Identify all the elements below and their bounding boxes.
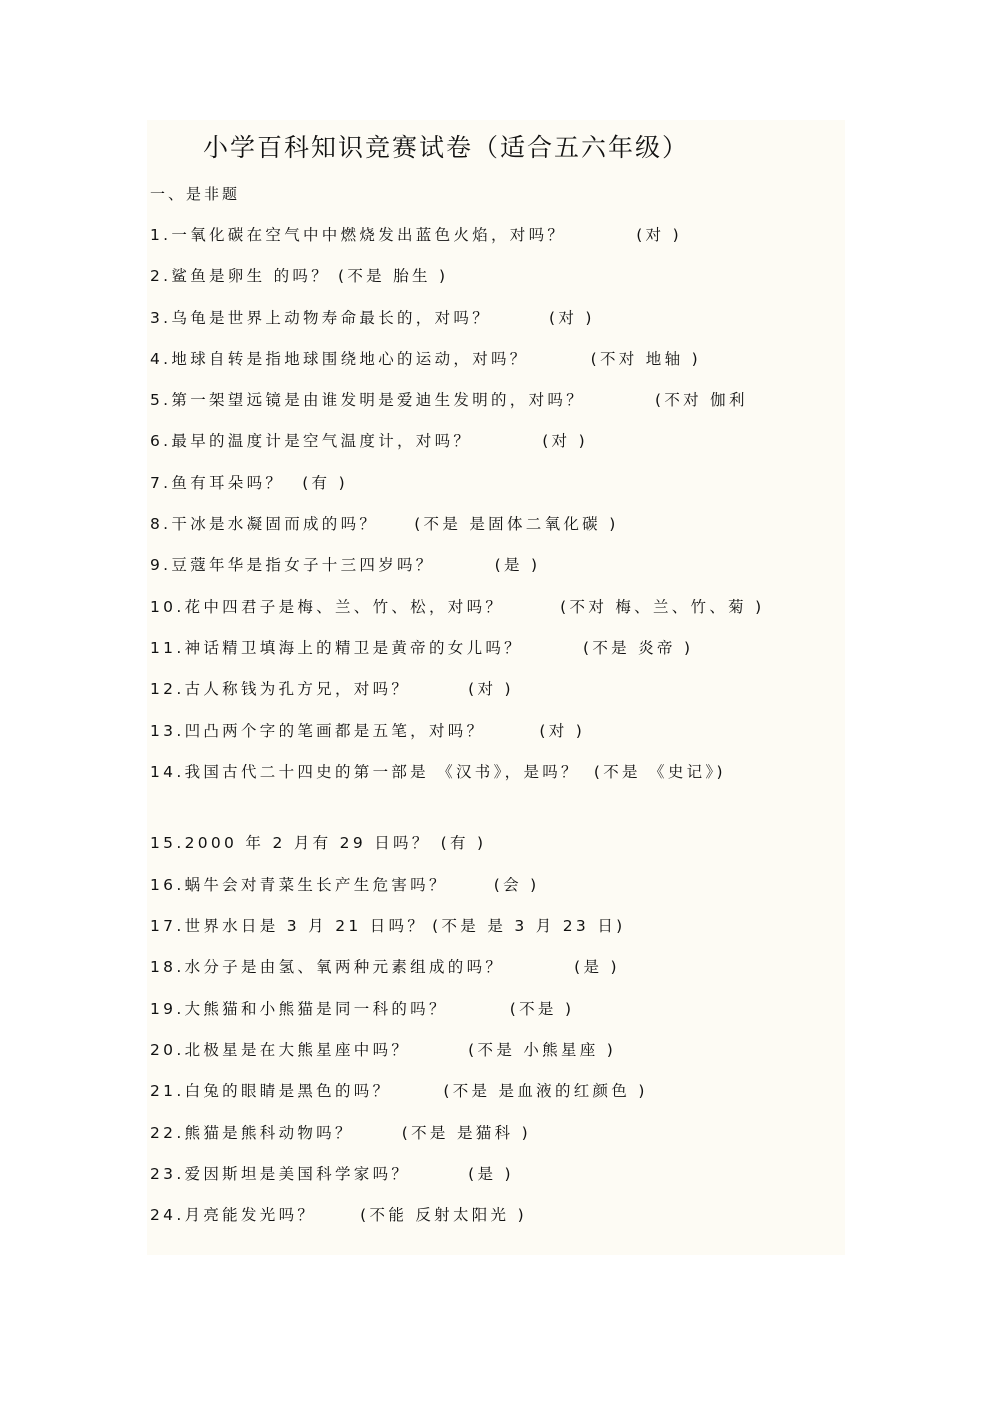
question-text: 爱因斯坦是美国科学家吗？	[184, 1164, 411, 1183]
question-text: 干冰是水凝固而成的吗？	[171, 515, 379, 534]
answer-text: (不是 是血液的红颜色 )	[443, 1082, 648, 1101]
answer-text: (不对 梅、兰、竹、菊 )	[560, 597, 765, 616]
answer-text: (是 )	[468, 1164, 514, 1183]
answer-text: (是 )	[574, 958, 620, 977]
question-item	[150, 472, 850, 513]
question-item	[150, 307, 850, 348]
question-text: 古人称钱为孔方兄，对吗？	[184, 680, 411, 699]
answer-text: (不是 胎生 )	[338, 267, 449, 286]
question-item	[150, 1122, 850, 1163]
question-item	[150, 348, 850, 389]
question-item	[150, 1204, 850, 1245]
question-item	[150, 750, 830, 833]
question-number: 4.	[150, 349, 172, 368]
question-text: 大熊猫和小熊猫是同一科的吗？	[184, 999, 448, 1018]
question-number: 9.	[150, 556, 172, 575]
question-text: 我国古代二十四史的第一部是 《汉书》，是吗？	[184, 762, 580, 781]
answer-text: (不对 地轴 )	[590, 349, 701, 368]
question-number: 13.	[150, 721, 185, 740]
question-text: 最早的温度计是空气温度计，对吗？	[171, 432, 473, 451]
question-number: 21.	[150, 1082, 185, 1101]
question-number: 3.	[150, 308, 172, 327]
section-heading: 一、是非题	[150, 185, 241, 203]
question-number: 23.	[150, 1164, 185, 1183]
answer-text: (对 )	[468, 680, 514, 699]
question-text: 熊猫是熊科动物吗？	[184, 1123, 354, 1142]
question-item	[150, 554, 850, 595]
answer-text: (对 )	[539, 721, 586, 740]
question-text: 神话精卫填海上的精卫是黄帝的女儿吗？	[184, 638, 523, 657]
question-text: 豆蔻年华是指女子十三四岁吗？	[171, 556, 435, 575]
question-number: 6.	[150, 432, 172, 451]
question-text: 一氧化碳在空气中中燃烧发出蓝色火焰，对吗？	[171, 226, 567, 244]
question-number: 2.	[150, 267, 172, 286]
answer-text: (不是 是固体二氧化碳 )	[414, 515, 619, 534]
question-number: 17.	[150, 917, 185, 936]
question-number: 10.	[150, 597, 185, 616]
answer-text: (对 )	[542, 432, 588, 451]
answer-text: (不是 是 3 月 23 日)	[432, 917, 626, 936]
question-item	[150, 678, 850, 719]
question-item	[150, 596, 850, 637]
question-text: 地球自转是指地球围绕地心的运动，对吗？	[171, 349, 529, 368]
question-item	[150, 513, 850, 554]
question-item	[150, 832, 850, 873]
question-text: 2000 年 2 月有 29 日吗？	[184, 834, 431, 853]
question-item	[150, 1039, 850, 1080]
answer-text: (对 )	[549, 308, 595, 327]
answer-text: (不是 小熊星座 )	[468, 1040, 617, 1059]
question-item	[150, 1163, 850, 1204]
question-number: 12.	[150, 680, 185, 699]
answer-text: (不是 炎帝 )	[582, 638, 694, 657]
answer-text: (对 )	[636, 226, 682, 244]
question-number: 5.	[150, 391, 172, 410]
question-number: 22.	[150, 1123, 185, 1142]
question-item	[150, 265, 850, 306]
question-text: 世界水日是 3 月 21 日吗？	[184, 917, 427, 936]
answer-text: (是 )	[494, 556, 541, 575]
question-number: 11.	[150, 638, 185, 657]
question-item	[150, 874, 850, 915]
question-text: 鱼有耳朵吗？	[171, 473, 285, 492]
question-text: 蜗牛会对青菜生长产生危害吗？	[184, 875, 448, 894]
question-item	[150, 998, 850, 1039]
question-item	[150, 430, 850, 471]
question-number: 1.	[150, 226, 172, 244]
question-text: 北极星是在大熊星座中吗？	[184, 1040, 411, 1059]
answer-text: (会 )	[493, 875, 540, 894]
question-text: 凹凸两个字的笔画都是五笔，对吗？	[184, 721, 486, 740]
question-number: 15.	[150, 834, 185, 853]
question-text: 白兔的眼睛是黑色的吗？	[184, 1082, 392, 1101]
question-item	[150, 956, 850, 997]
question-list	[150, 224, 850, 1245]
question-number: 18.	[150, 958, 185, 977]
answer-text: (不是 是猫科 )	[401, 1123, 531, 1142]
question-text: 花中四君子是梅、兰、竹、松，对吗？	[184, 597, 505, 616]
question-text: 鲨鱼是卵生 的吗？	[171, 267, 331, 286]
question-item	[150, 389, 850, 430]
question-item	[150, 1080, 850, 1121]
question-item	[150, 637, 850, 678]
question-number: 16.	[150, 875, 185, 894]
answer-text: (有 )	[302, 473, 348, 492]
question-number: 8.	[150, 515, 172, 534]
answer-text: (不能 反射太阳光 )	[360, 1206, 527, 1225]
answer-text: (不对 伽利	[655, 391, 748, 410]
question-text: 乌龟是世界上动物寿命最长的，对吗？	[171, 308, 491, 327]
question-text: 水分子是由氢、氧两种元素组成的吗？	[184, 958, 505, 977]
answer-text: (有 )	[440, 834, 487, 853]
answer-text: (不是 )	[509, 999, 575, 1018]
question-text: 第一架望远镜是由谁发明是爱迪生发明的，对吗？	[171, 391, 585, 410]
answer-text: (不是 《史记》)	[593, 762, 726, 781]
question-number: 19.	[150, 999, 185, 1018]
question-number: 20.	[150, 1040, 185, 1059]
question-number: 7.	[150, 473, 172, 492]
question-item	[150, 224, 850, 265]
question-number: 24.	[150, 1206, 185, 1225]
question-item	[150, 915, 850, 956]
page-title: 小学百科知识竞赛试卷（适合五六年级）	[203, 133, 690, 162]
question-number: 14.	[150, 762, 185, 781]
question-text: 月亮能发光吗？	[184, 1206, 317, 1225]
